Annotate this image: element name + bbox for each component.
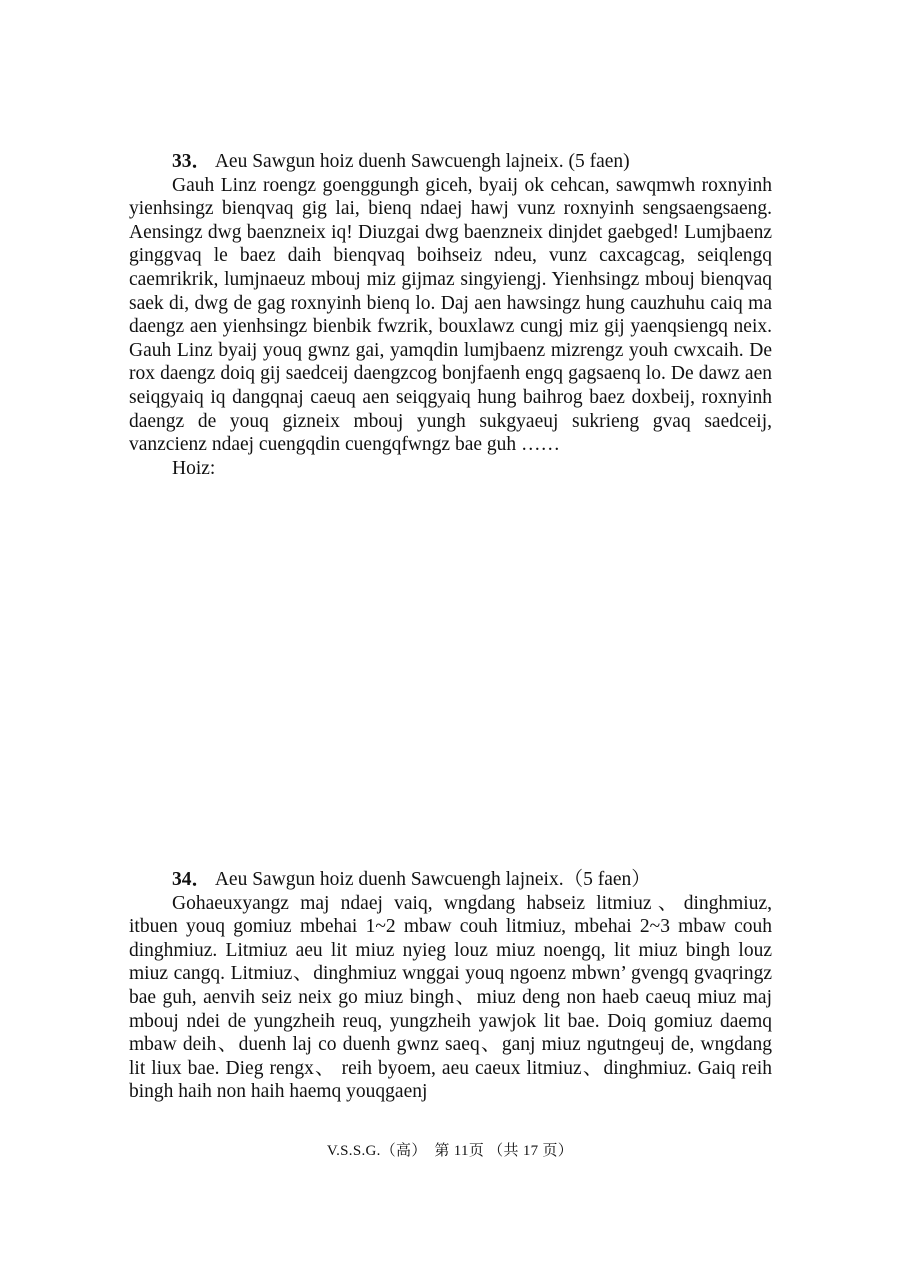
question-34-heading — [129, 868, 772, 892]
page-footer: V.S.S.G.（高） 第 11页 （共 17 页） — [326, 1143, 574, 1159]
question-33-answer-label: Hoiz: — [172, 457, 216, 479]
question-33-number: 33． — [172, 151, 212, 172]
question-33 — [129, 150, 772, 820]
question-33-passage: Gauh Linz roengz goenggungh giceh, byaij ok cehcan, sawqmwh roxnyinh yienhsingz bienqvaq gig lai, bienq ndaej hawj vunz roxnyinh sengsaengsaeng. Aensingz dwg baenzneix iq! Diuzgai dwg baenzneix dinjdet gaebged! Lumjbaenz ginggvaq le baez daih bienqvaq boihseiz ndeu, vunz caxcagcag, seiqlengq caemrikrik, lumjnaeuz mbouj miz gijmaz singyiengj. Yienhsingz mbouj bienqvaq saek di, dwg de gag roxnyinh bienq lo. Daj aen hawsingz hung cauzhuhu caiq ma daengz aen yienhsingz bienbik fwzrik, bouxlawz cungj miz gij yaenqsiengq neix. Gauh Linz byaij youq gwnz gai, yamqdin lumjbaenz mizrengz youh cwxcaih. De rox daengz doiq gij saedceij daengzcog bonjfaenh engq gagsaenq lo. De dawz aen seiqgyaiq iq dangqnaj caeuq aen seiqgyaiq hung baihrog baez doxbeij, roxnyinh daengz de youq gizneix mbouj yungh sukgyaeuj sukrieng gvaq saedceij, vanzcienz ndaej cuengqdin cuengqfwngz bae guh …… — [129, 174, 772, 456]
question-33-answer-space[interactable] — [129, 480, 772, 820]
question-34-passage: Gohaeuxyangz maj ndaej vaiq, wngdang habseiz litmiuz、dinghmiuz, itbuen youq gomiuz mbehai 1~2 mbaw couh litmiuz, mbehai 2~3 mbaw couh dinghmiuz. Litmiuz aeu lit miuz nyieg louz miuz noengq, lit miuz bingh louz miuz cangq. Litmiuz、dinghmiuz wnggai youq ngoenz mbwn’ gvengq gvaqringz bae guh, aenvih seiz neix go miuz bingh、miuz deng non haeb caeuq miuz maj mbouj ndei de yungzheih reuq, yungzheih yawjok lit bae. Doiq gomiuz daemq mbaw deih、duenh laj co duenh gwnz saeq、ganj miuz ngutngeuj de, wngdang lit liux bae. Dieg rengx、 reih byoem, aeu caeux litmiuz、dinghmiuz. Gaiq reih bingh haih non haih haemq youqgaenj — [129, 892, 772, 1103]
question-33-heading — [129, 150, 772, 174]
question-34-number: 34． — [172, 869, 212, 890]
question-34 — [129, 868, 772, 1104]
question-34-title: Aeu Sawgun hoiz duenh Sawcuengh lajneix.（5 faen） — [214, 869, 651, 890]
question-33-title: Aeu Sawgun hoiz duenh Sawcuengh lajneix. (5 faen) — [214, 151, 630, 172]
